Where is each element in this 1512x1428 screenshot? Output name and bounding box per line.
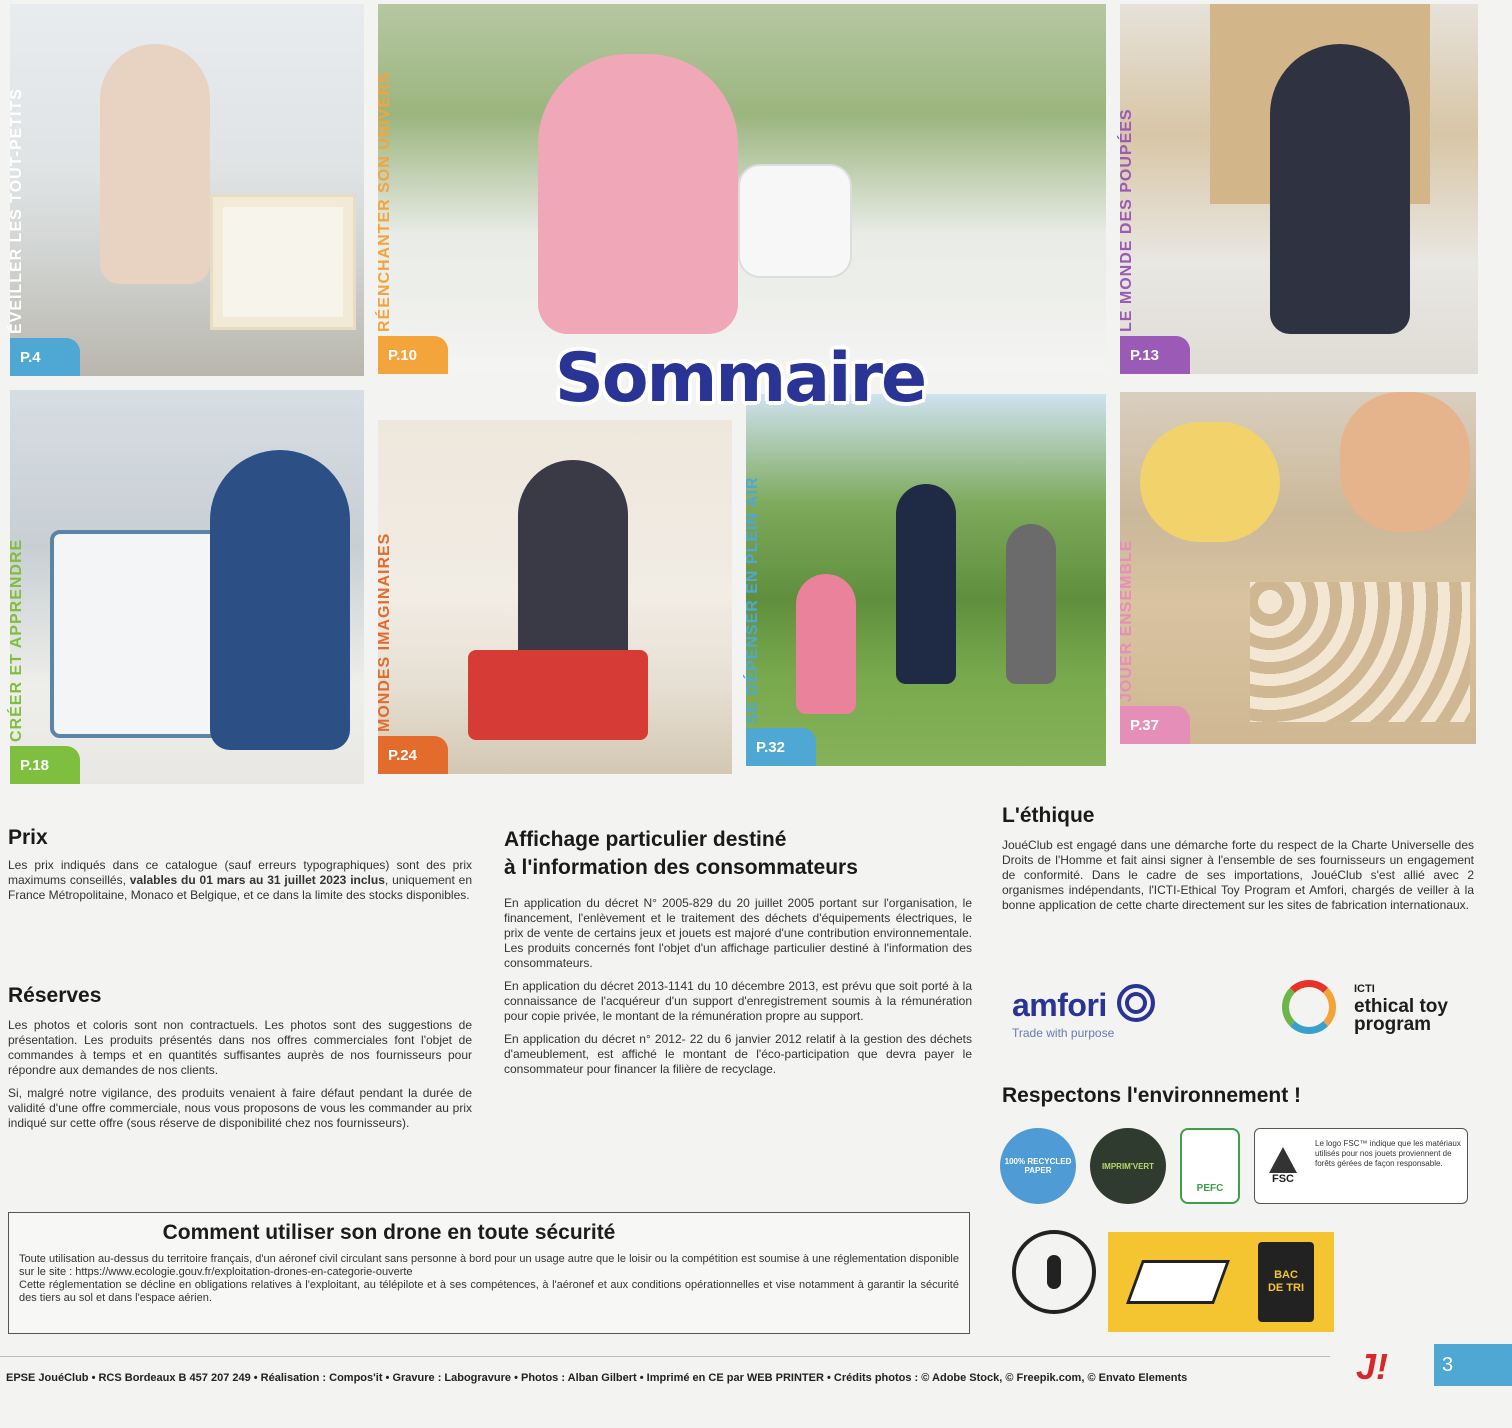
- icti-logo: [1282, 980, 1482, 1040]
- environnement-heading: Respectons l'environnement !: [1002, 1084, 1302, 1107]
- pefc-badge: [1180, 1128, 1240, 1204]
- child-image-2: [1340, 392, 1470, 532]
- icti-line-1: ICTI: [1354, 983, 1375, 995]
- tile-creer[interactable]: [10, 390, 364, 784]
- amfori-name: amfori: [1012, 987, 1107, 1023]
- tile-label: ÉVEILLER LES TOUT-PETITS: [8, 88, 25, 334]
- child-image: [210, 450, 350, 750]
- reserves-paragraph-2: Si, malgré notre vigilance, des produits venaient à faire défaut pendant la durée de validité d'une offre commerciale, nous vous proposons de vous les commander au prix indiqué sur cette offre (sous réserve de disponibilité chez nos fournisseurs).: [8, 1086, 472, 1130]
- affichage-paragraph-2: En application du décret 2013-1141 du 10 décembre 2013, est prévu que soit porté à la connaissance de l'acquéreur d'un support d'enregistrement soumis à la rémunération pour copie privée, le montant de la rémunération propre au support.: [504, 979, 972, 1023]
- page-badge: P.32: [746, 728, 816, 766]
- tile-label: LE MONDE DES POUPÉES: [1118, 108, 1135, 332]
- tile-jouer[interactable]: [1120, 392, 1476, 744]
- footer-credits: EPSE JouéClub • RCS Bordeaux B 457 207 249 • Réalisation : Compos'it • Gravure : Labogravure • Photos : Alban Gilbert • Imprimé en CE par WEB PRINTER • Crédits photos : © Adobe Stock, © Freepik.com, © Envato Elements: [6, 1372, 1188, 1384]
- eco-badges: [1000, 1128, 1468, 1204]
- page-badge: P.4: [10, 338, 80, 376]
- fsc-text: Le logo FSC™ indique que les matériaux utilisés pour nos jouets proviennent de forêts gérées de façon responsable.: [1315, 1139, 1461, 1168]
- page-badge: P.10: [378, 336, 448, 374]
- tile-plein-air[interactable]: [746, 394, 1106, 766]
- bac-de-tri-label: BAC DE TRI: [1267, 1269, 1305, 1294]
- tile-label: CRÉER ET APPRENDRE: [8, 538, 25, 742]
- imprim-vert-badge: IMPRIM'VERT: [1090, 1128, 1166, 1204]
- child-image: [1270, 44, 1410, 334]
- page-title: Sommaire: [554, 338, 926, 418]
- drone-box: [8, 1212, 970, 1334]
- bin-icon: [1258, 1242, 1314, 1322]
- child-image: [896, 484, 956, 684]
- amfori-logo: [1012, 984, 1212, 1044]
- child-image-2: [1006, 524, 1056, 684]
- drone-paragraph-1: Toute utilisation au-dessus du territoire français, d'un aéronef civil circulant sans personne à bord pour un usage autre que le loisir ou la compétition est soumise à une réglementation disponible sur le site : https://www.ecologie.gouv.fr/exploitation-drones-en-categorie-ouverte: [19, 1253, 959, 1278]
- tile-poupees[interactable]: [1120, 4, 1478, 374]
- child-image-3: [796, 574, 856, 714]
- page-number: 3: [1434, 1344, 1512, 1386]
- packaging-icon: [1126, 1260, 1230, 1304]
- fire-truck-image: [468, 650, 648, 740]
- ethique-text: [1002, 838, 1474, 921]
- tile-reenchanter[interactable]: [378, 4, 1106, 374]
- icti-line-2: ethical toy: [1354, 996, 1448, 1017]
- page-badge: P.18: [10, 746, 80, 784]
- tile-label: SE DÉPENSER EN PLEIN AIR: [744, 476, 761, 724]
- prix-text-2: , uniquement en France Métropolitaine, Monaco et Belgique, et ce dans la limite des stocks disponibles.: [8, 873, 473, 902]
- fsc-label: FSC: [1272, 1173, 1294, 1185]
- reserves-paragraph-1: Les photos et coloris sont non contractuels. Les photos sont des suggestions de présentation. Les produits présentés dans nos offres commerciales font l'objet de commandes à temps et en quantités suffisantes auprès de nos fournisseurs pour répondre aux demandes de nos clients.: [8, 1018, 472, 1077]
- icti-line-3: program: [1354, 1014, 1432, 1035]
- fsc-box: [1254, 1128, 1468, 1204]
- drone-text: [19, 1253, 959, 1305]
- child-image: [538, 54, 738, 334]
- affichage-heading-2: à l'information des consommateurs: [504, 856, 858, 879]
- triman-icon: [1012, 1230, 1096, 1314]
- page-badge: P.13: [1120, 336, 1190, 374]
- affichage-heading-1: Affichage particulier destiné: [504, 828, 787, 851]
- prix-text-1: Les prix indiqués dans ce catalogue (sauf erreurs typographiques) sont des prix maximums conseillés,: [8, 858, 472, 887]
- reserves-text: [8, 1018, 472, 1139]
- drone-heading: Comment utiliser son drone en toute sécurité: [162, 1221, 616, 1244]
- child-image: [100, 44, 210, 284]
- tile-label: RÉENCHANTER SON UNIVERS: [376, 71, 393, 332]
- page-badge: P.24: [378, 736, 448, 774]
- prix-text: [8, 858, 472, 903]
- reserves-heading: Réserves: [8, 984, 102, 1007]
- tile-label: MONDES IMAGINAIRES: [376, 532, 393, 732]
- affichage-text: [504, 896, 972, 1085]
- affichage-paragraph-1: En application du décret N° 2005-829 du 20 juillet 2005 portant sur l'organisation, le financement, l'enlèvement et le traitement des déchets d'équipements électriques, le prix de vente de certains jeux et jouets est majoré d'une contribution environnementale. Les produits concernés font l'objet d'un affichage particulier destiné à l'information des consommateurs.: [504, 896, 972, 970]
- pefc-label: PEFC: [1196, 1183, 1224, 1194]
- footer-divider: [0, 1356, 1330, 1357]
- toy-cube-image: [210, 194, 356, 330]
- fsc-tree-icon: [1255, 1129, 1311, 1203]
- toy-image: [738, 164, 852, 278]
- icti-ring-icon: [1282, 980, 1336, 1034]
- recycled-paper-badge: 100% RECYCLED PAPER: [1000, 1128, 1076, 1204]
- joueclub-logo: J!: [1356, 1346, 1389, 1387]
- tile-label: JOUER ENSEMBLE: [1118, 539, 1135, 702]
- child-image: [1140, 422, 1280, 542]
- tile-eveiller[interactable]: [10, 4, 364, 376]
- game-cards-image: [1250, 582, 1470, 722]
- amfori-spiral-icon: [1117, 984, 1155, 1022]
- ethique-paragraph: JouéClub est engagé dans une démarche forte du respect de la Charte Universelle des Droits de l'Homme et fait ainsi signer à l'ensemble de ses fournisseurs un engagement de conformité. Dans le cadre de ses importations, JouéClub s'est allié avec 2 organismes indépendants, l'ICTI-Ethical Toy Program et Amfori, chargés de veiller à la bonne application de cette charte directement sur les sites de fabrication internationaux.: [1002, 838, 1474, 912]
- prix-heading: Prix: [8, 826, 48, 849]
- prix-text-bold: valables du 01 mars au 31 juillet 2023 inclus: [129, 873, 385, 887]
- affichage-paragraph-3: En application du décret n° 2012- 22 du 6 janvier 2012 relatif à la gestion des déchets d'ameublement, est affiché le montant de l'éco-participation que devra payer le consommateur pour financer la filière de recyclage.: [504, 1032, 972, 1076]
- drone-paragraph-2: Cette réglementation se décline en obligations relatives à l'exploitant, au télépilote et à ses compétences, à l'aéronef et aux conditions opérationnelles et vise notamment à garantir la sécurité des tiers au sol et dans l'espace aérien.: [19, 1279, 959, 1304]
- amfori-tagline: Trade with purpose: [1012, 1026, 1115, 1040]
- tile-mondes[interactable]: [378, 420, 732, 774]
- tri-banner: [1108, 1232, 1334, 1332]
- ethique-heading: L'éthique: [1002, 804, 1095, 827]
- page-badge: P.37: [1120, 706, 1190, 744]
